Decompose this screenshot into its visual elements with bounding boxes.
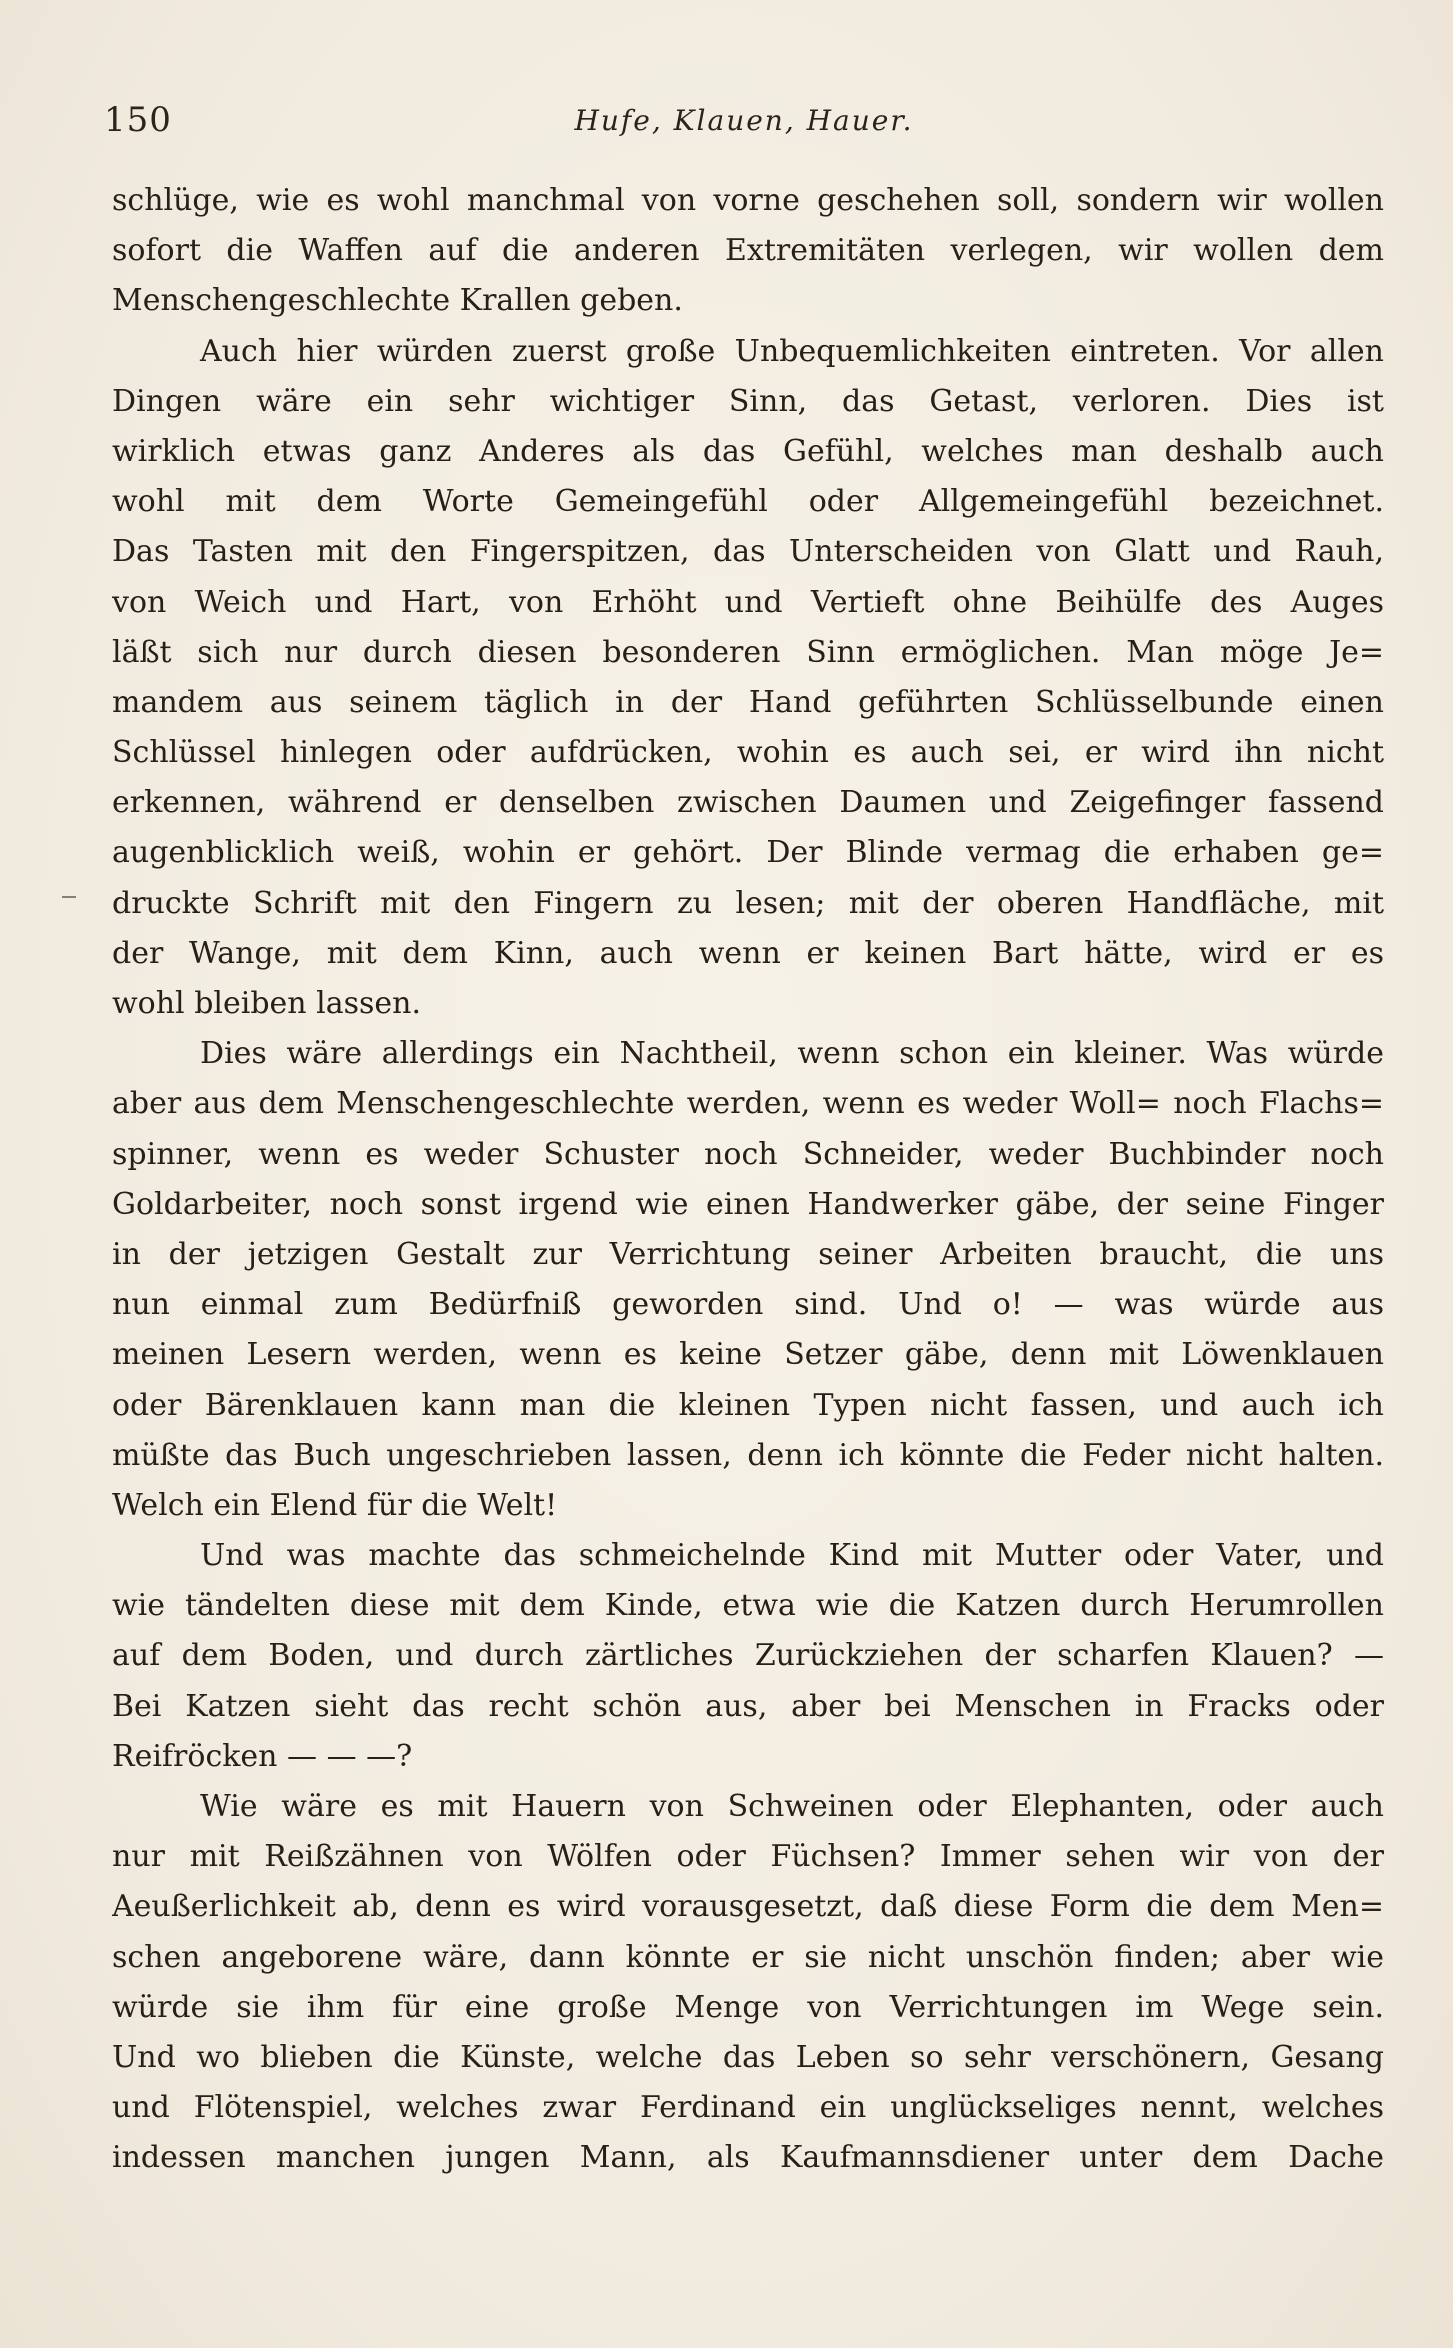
text-line: augenblicklich weiß, wohin er gehört. Der Blinde vermag die erhaben ge=	[112, 835, 1384, 871]
text-line: sofort die Waffen auf die anderen Extremitäten verlegen, wir wollen dem	[112, 233, 1384, 269]
text-line: Dies wäre allerdings ein Nachtheil, wenn schon ein kleiner. Was würde	[200, 1036, 1384, 1072]
text-line: Dingen wäre ein sehr wichtiger Sinn, das Getast, verloren. Dies ist	[112, 383, 1384, 419]
text-line: nur mit Reißzähnen von Wölfen oder Füchsen? Immer sehen wir von der	[112, 1839, 1384, 1875]
text-line: aber aus dem Menschengeschlechte werden, wenn es weder Woll= noch Flachs=	[112, 1086, 1384, 1122]
text-line: wirklich etwas ganz Anderes als das Gefühl, welches man deshalb auch	[112, 433, 1384, 469]
text-line: und Flötenspiel, welches zwar Ferdinand ein unglückseliges nennt, welches	[112, 2090, 1384, 2126]
text-line: Welch ein Elend für die Welt!	[112, 1487, 558, 1523]
page-header	[104, 100, 1384, 160]
text-line: würde sie ihm für eine große Menge von Verrichtungen im Wege sein.	[112, 1989, 1384, 2025]
text-line: Reifröcken — — —?	[112, 1738, 413, 1774]
text-line: wohl bleiben lassen.	[112, 986, 422, 1021]
text-line: müßte das Buch ungeschrieben lassen, denn ich könnte die Feder nicht halten.	[112, 1437, 1384, 1473]
text-line: druckte Schrift mit den Fingern zu lesen; mit der oberen Handfläche, mit	[112, 885, 1384, 921]
body-text	[112, 176, 1384, 2184]
text-line: schlüge, wie es wohl manchmal von vorne geschehen soll, sondern wir wollen	[112, 183, 1384, 218]
text-line: in der jetzigen Gestalt zur Verrichtung seiner Arbeiten braucht, die uns	[112, 1236, 1384, 1272]
text-line: indessen manchen jungen Mann, als Kaufmannsdiener unter dem Dache	[112, 2140, 1384, 2176]
margin-mark	[62, 896, 76, 898]
text-line: spinner, wenn es weder Schuster noch Schneider, weder Buchbinder noch	[112, 1136, 1384, 1172]
text-line: Aeußerlichkeit ab, denn es wird vorausgesetzt, daß diese Form die dem Men=	[112, 1889, 1384, 1925]
running-head: Hufe, Klauen, Hauer.	[574, 104, 914, 137]
text-line: Und was machte das schmeichelnde Kind mit Mutter oder Vater, und	[200, 1538, 1384, 1574]
text-line: der Wange, mit dem Kinn, auch wenn er keinen Bart hätte, wird er es	[112, 935, 1384, 971]
text-line: Auch hier würden zuerst große Unbequemlichkeiten eintreten. Vor allen	[200, 333, 1384, 369]
text-line: Goldarbeiter, noch sonst irgend wie einen Handwerker gäbe, der seine Finger	[112, 1186, 1384, 1222]
text-line: Menschengeschlechte Krallen geben.	[112, 283, 683, 319]
text-line: nun einmal zum Bedürfniß geworden sind. Und o! — was würde aus	[112, 1287, 1384, 1323]
text-line: erkennen, während er denselben zwischen Daumen und Zeigefinger fassend	[112, 785, 1384, 821]
text-line: mandem aus seinem täglich in der Hand geführten Schlüsselbunde einen	[112, 684, 1384, 720]
text-line: wie tändelten diese mit dem Kinde, etwa wie die Katzen durch Herumrollen	[112, 1588, 1384, 1624]
text-line: oder Bärenklauen kann man die kleinen Typen nicht fassen, und auch ich	[112, 1387, 1384, 1423]
text-line: Und wo blieben die Künste, welche das Leben so sehr verschönern, Gesang	[112, 2039, 1384, 2075]
text-line: von Weich und Hart, von Erhöht und Vertieft ohne Beihülfe des Auges	[112, 584, 1384, 620]
text-line: Schlüssel hinlegen oder aufdrücken, wohin es auch sei, er wird ihn nicht	[112, 735, 1384, 771]
page-number: 150	[104, 100, 172, 140]
text-line: wohl mit dem Worte Gemeingefühl oder Allgemeingefühl bezeichnet.	[112, 484, 1384, 520]
text-line: auf dem Boden, und durch zärtliches Zurückziehen der scharfen Klauen? —	[112, 1638, 1384, 1674]
text-line: Das Tasten mit den Fingerspitzen, das Unterscheiden von Glatt und Rauh,	[112, 534, 1384, 570]
text-line: läßt sich nur durch diesen besonderen Sinn ermöglichen. Man möge Je=	[112, 634, 1384, 670]
text-line: Wie wäre es mit Hauern von Schweinen oder Elephanten, oder auch	[200, 1789, 1384, 1824]
text-line: schen angeborene wäre, dann könnte er sie nicht unschön finden; aber wie	[112, 1939, 1384, 1975]
text-line: Bei Katzen sieht das recht schön aus, aber bei Menschen in Fracks oder	[112, 1688, 1384, 1724]
text-line: meinen Lesern werden, wenn es keine Setzer gäbe, denn mit Löwenklauen	[112, 1337, 1384, 1373]
